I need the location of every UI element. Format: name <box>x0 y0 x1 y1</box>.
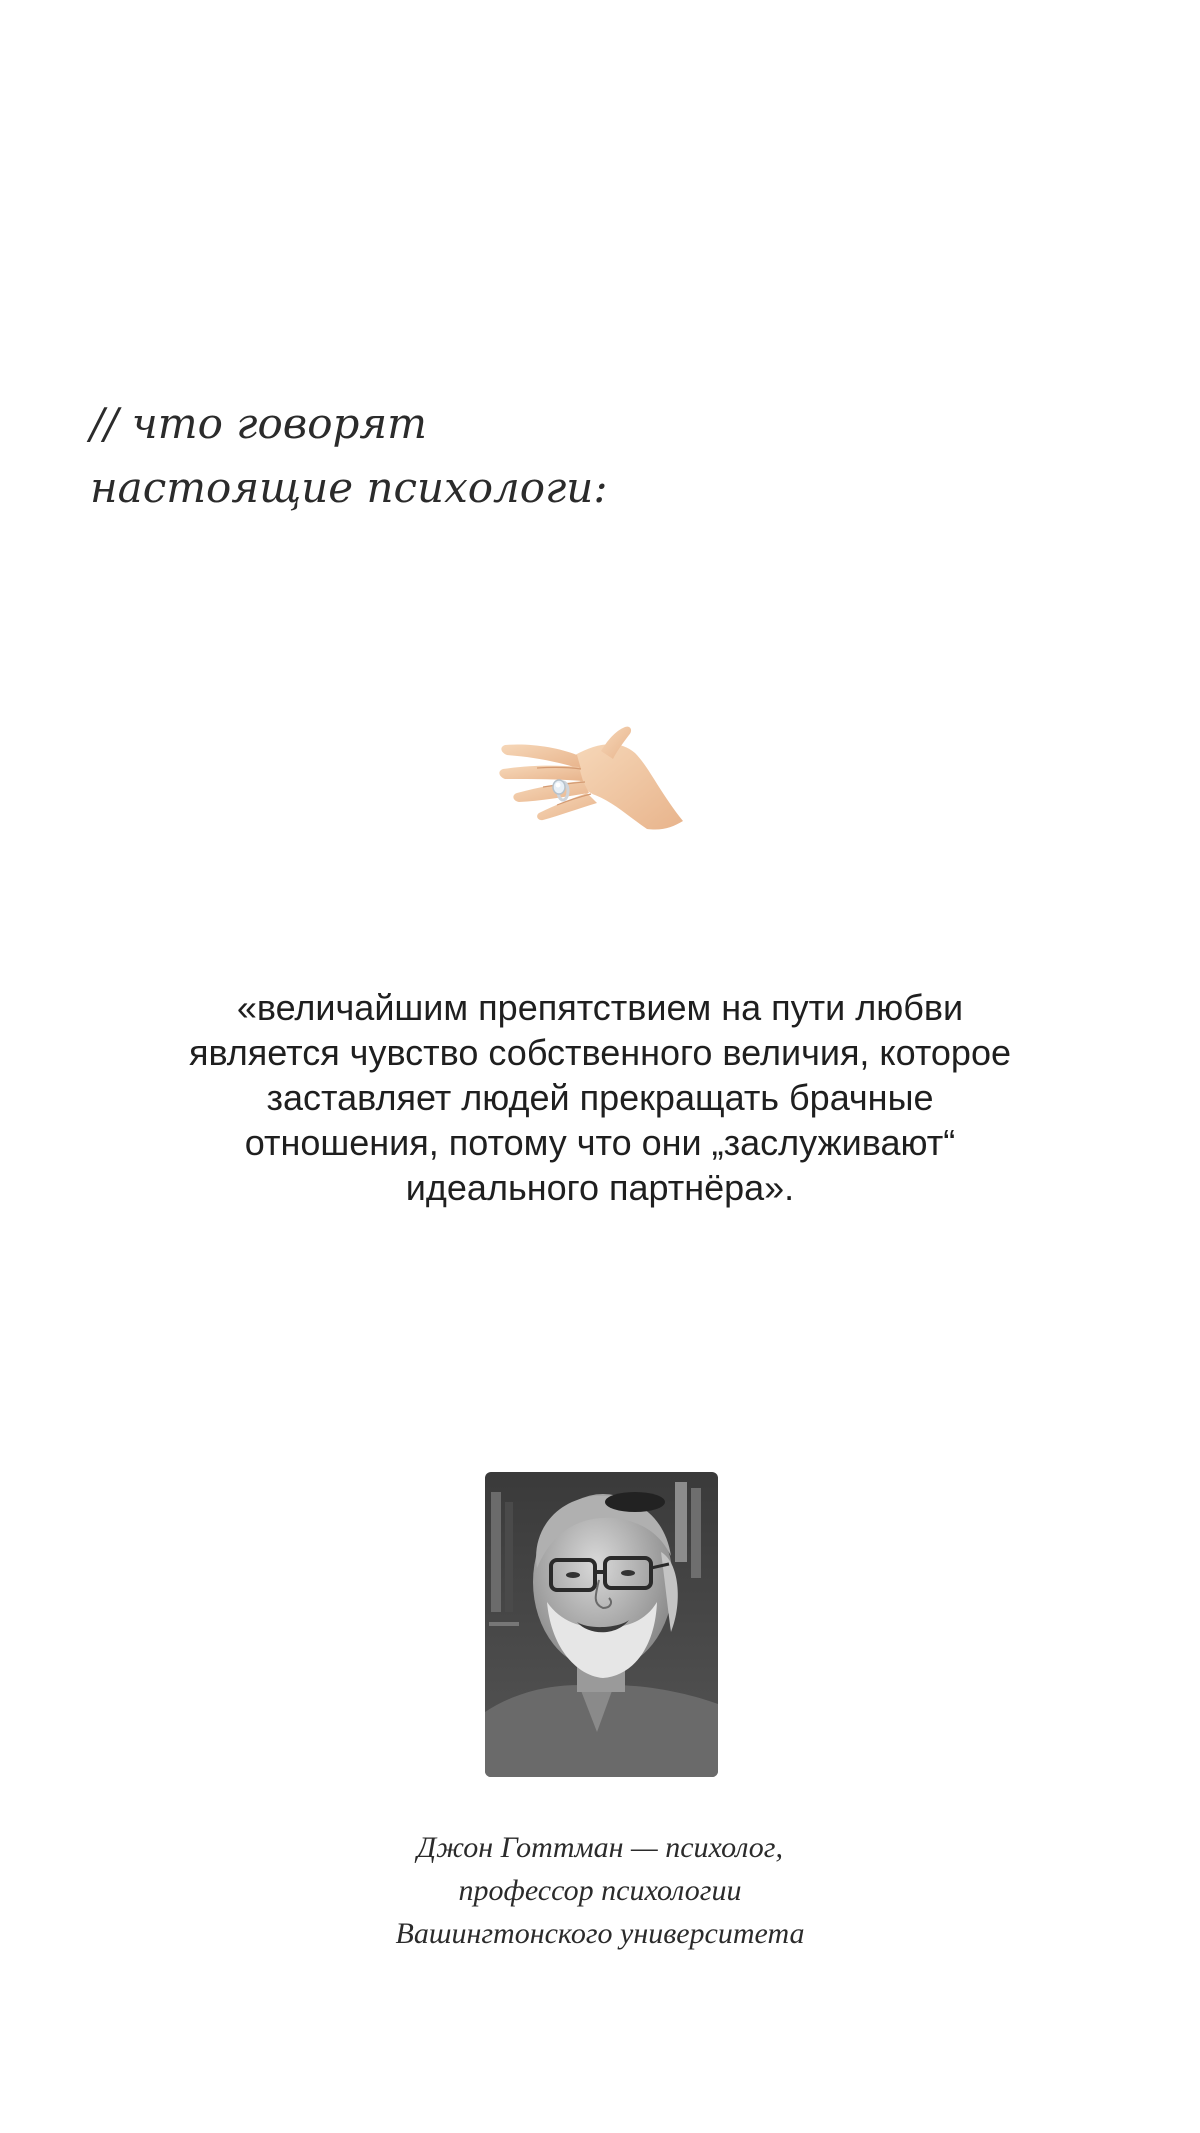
quote-line-2: является чувство собственного величия, которое <box>188 1032 1011 1073</box>
quote-text <box>80 985 1120 1210</box>
quote-line-5: идеального партнёра». <box>405 1167 795 1208</box>
caption-line-1: Джон Готтман — психолог, <box>417 1831 783 1864</box>
caption-line-3: Вашингтонского университета <box>395 1917 805 1950</box>
hand-with-ring-icon <box>497 725 697 855</box>
author-caption <box>200 1826 1000 1955</box>
quote-line-1: «величайшим препятствием на пути любви <box>236 987 964 1028</box>
heading-line-1: // что говорят <box>90 399 428 448</box>
portrait-illustration <box>485 1472 718 1777</box>
author-portrait-photo <box>485 1472 718 1777</box>
hand-with-ring-illustration <box>497 725 697 855</box>
quote-line-3: заставляет людей прекращать брачные <box>266 1077 934 1118</box>
heading-line-2: настоящие психологи: <box>90 463 608 512</box>
caption-line-2: профессор психологии <box>458 1874 742 1907</box>
section-heading <box>90 392 890 520</box>
quote-line-4: отношения, потому что они „заслуживают“ <box>244 1122 956 1163</box>
